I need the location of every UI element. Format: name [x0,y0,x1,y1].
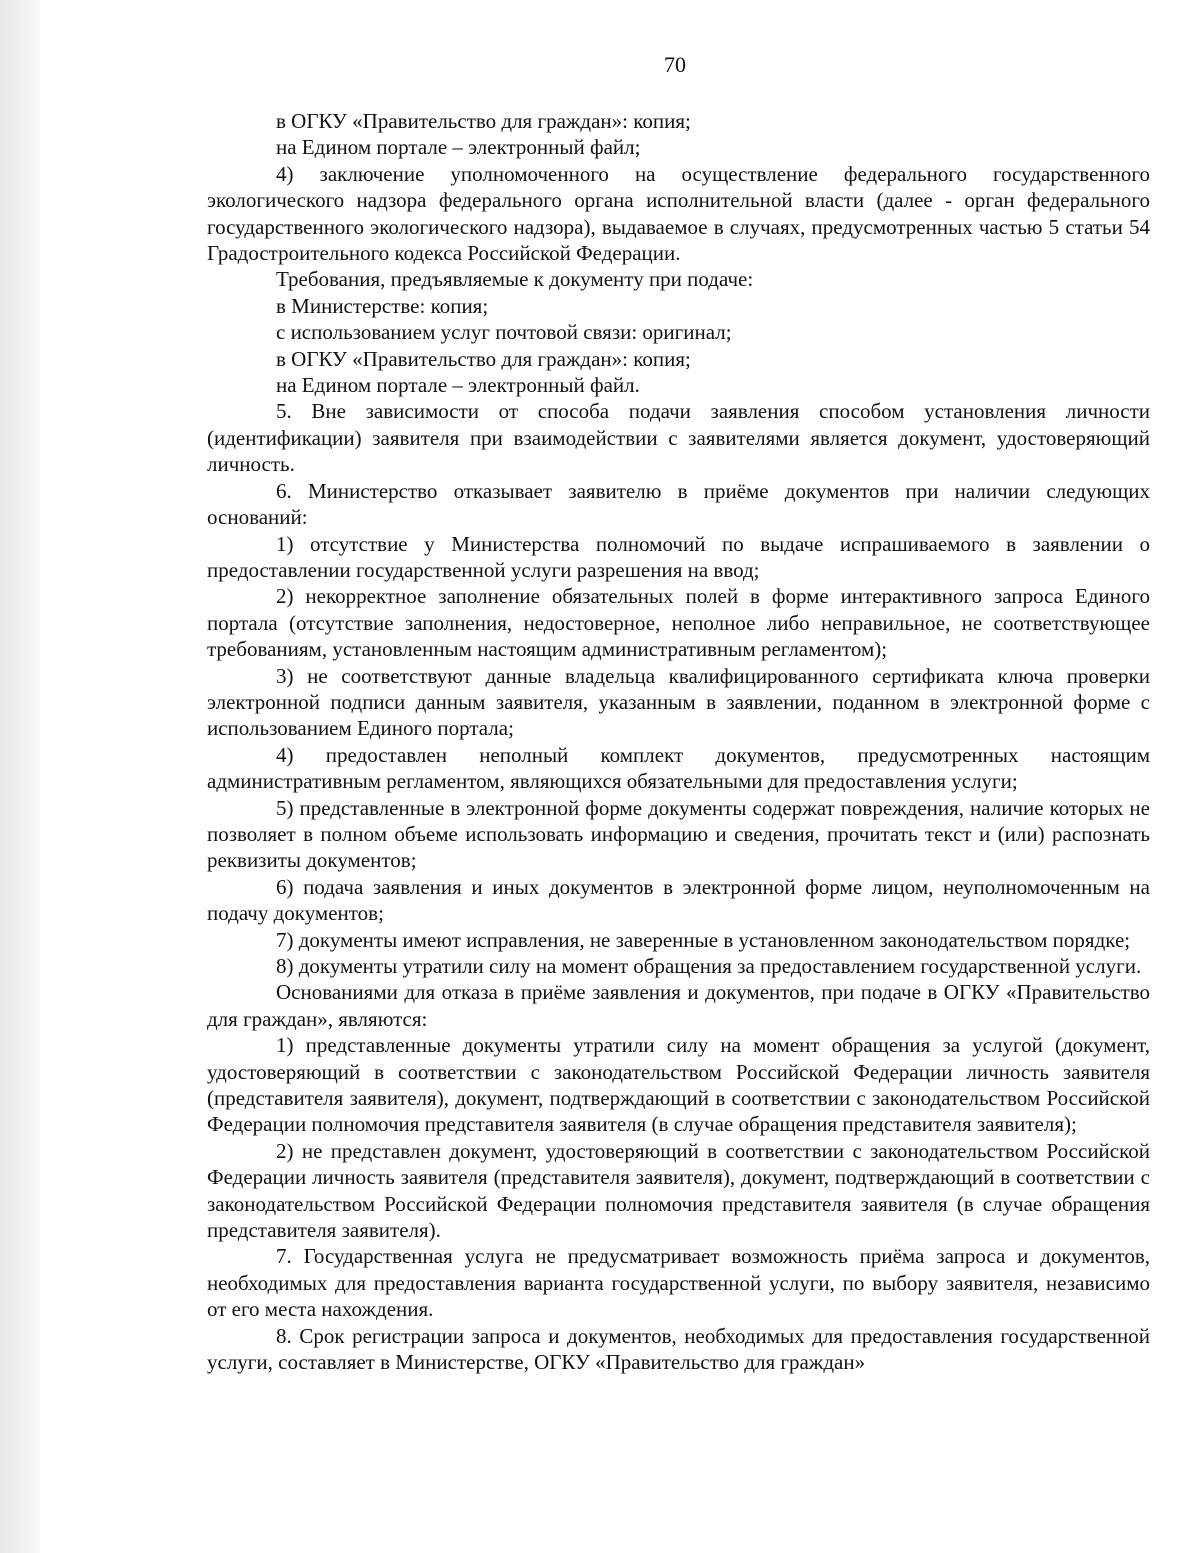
paragraph: 2) не представлен документ, удостоверяющий в соответствии с законодательством Российской Федерации личность заявителя (представителя заявителя), документ, подтверждающий в соответствии с законодательством Российской Федерации полномочия представителя заявителя (в случае обращения представителя заявителя). [207,1138,1150,1243]
page-number: 70 [664,52,686,77]
paragraph: с использованием услуг почтовой связи: оригинал; [276,320,732,345]
paragraph: 7. Государственная услуга не предусматривает возможность приёма запроса и документов, необходимых для предоставления варианта государственной услуги, по выбору заявителя, независимо от его места нахождения. [207,1244,1150,1322]
paragraph: 5) представленные в электронной форме документы содержат повреждения, наличие которых не позволяет в полном объеме использовать информацию и сведения, прочитать текст и (или) распознать реквизиты документов; [207,795,1150,873]
paragraph: 4) предоставлен неполный комплект документов, предусмотренных настоящим административным регламентом, являющихся обязательными для предоставления услуги; [207,742,1150,794]
paragraph: 1) представленные документы утратили силу на момент обращения за услугой (документ, удостоверяющий в соответствии с законодательством Российской Федерации личность заявителя (представителя заявителя), документ, подтверждающий в соответствии с законодательством Российской Федерации полномочия представителя заявителя (в случае обращения представителя заявителя); [207,1033,1150,1137]
paragraph: Требования, предъявляемые к документу при подаче: [276,267,754,292]
document-body [207,108,1150,1376]
paragraph: в Министерстве: копия; [276,293,489,318]
paragraph: 3) не соответствуют данные владельца квалифицированного сертификата ключа проверки электронной подписи данным заявителя, указанным в заявлении, поданном в электронной форме с использованием Единого портала; [207,663,1150,741]
paragraph: 1) отсутствие у Министерства полномочий по выдаче испрашиваемого в заявлении о предоставлении государственной услуги разрешения на ввод; [207,531,1150,582]
paragraph: 2) некорректное заполнение обязательных полей в форме интерактивного запроса Единого портала (отсутствие заполнения, недостоверное, неполное либо неправильное, не соответствующее требованиям, установленным настоящим административным регламентом); [207,584,1150,662]
paragraph: на Едином портале – электронный файл. [276,373,640,398]
scan-edge [0,0,40,1553]
paragraph: 8) документы утратили силу на момент обращения за предоставлением государственной услуги. [276,954,1142,978]
paragraph: 6) подача заявления и иных документов в электронной форме лицом, неуполномоченным на подачу документов; [207,874,1150,926]
paragraph: 7) документы имеют исправления, не заверенные в установленном законодательством порядке; [276,927,1131,952]
paragraph: в ОГКУ «Правительство для граждан»: копия; [276,346,691,371]
paragraph: 6. Министерство отказывает заявителю в приёме документов при наличии следующих оснований: [207,478,1150,530]
paragraph: 4) заключение уполномоченного на осуществление федерального государственного экологического надзора федерального органа исполнительной власти (далее - орган федерального государственного экологического надзора), выдаваемое в случаях, предусмотренных частью 5 статьи 54 Градостроительного кодекса Российской Федерации. [207,161,1150,266]
paragraph: на Едином портале – электронный файл; [276,135,641,160]
paragraph: 5. Вне зависимости от способа подачи заявления способом установления личности (идентификации) заявителя при взаимодействии с заявителями является документ, удостоверяющий личность. [207,399,1150,477]
paragraph: Основаниями для отказа в приёме заявления и документов, при подаче в ОГКУ «Правительство для граждан», являются: [207,980,1150,1031]
paragraph: 8. Срок регистрации запроса и документов, необходимых для предоставления государственной услуги, составляет в Министерстве, ОГКУ «Правительство для граждан» [207,1323,1150,1375]
paragraph: в ОГКУ «Правительство для граждан»: копия; [276,109,691,133]
